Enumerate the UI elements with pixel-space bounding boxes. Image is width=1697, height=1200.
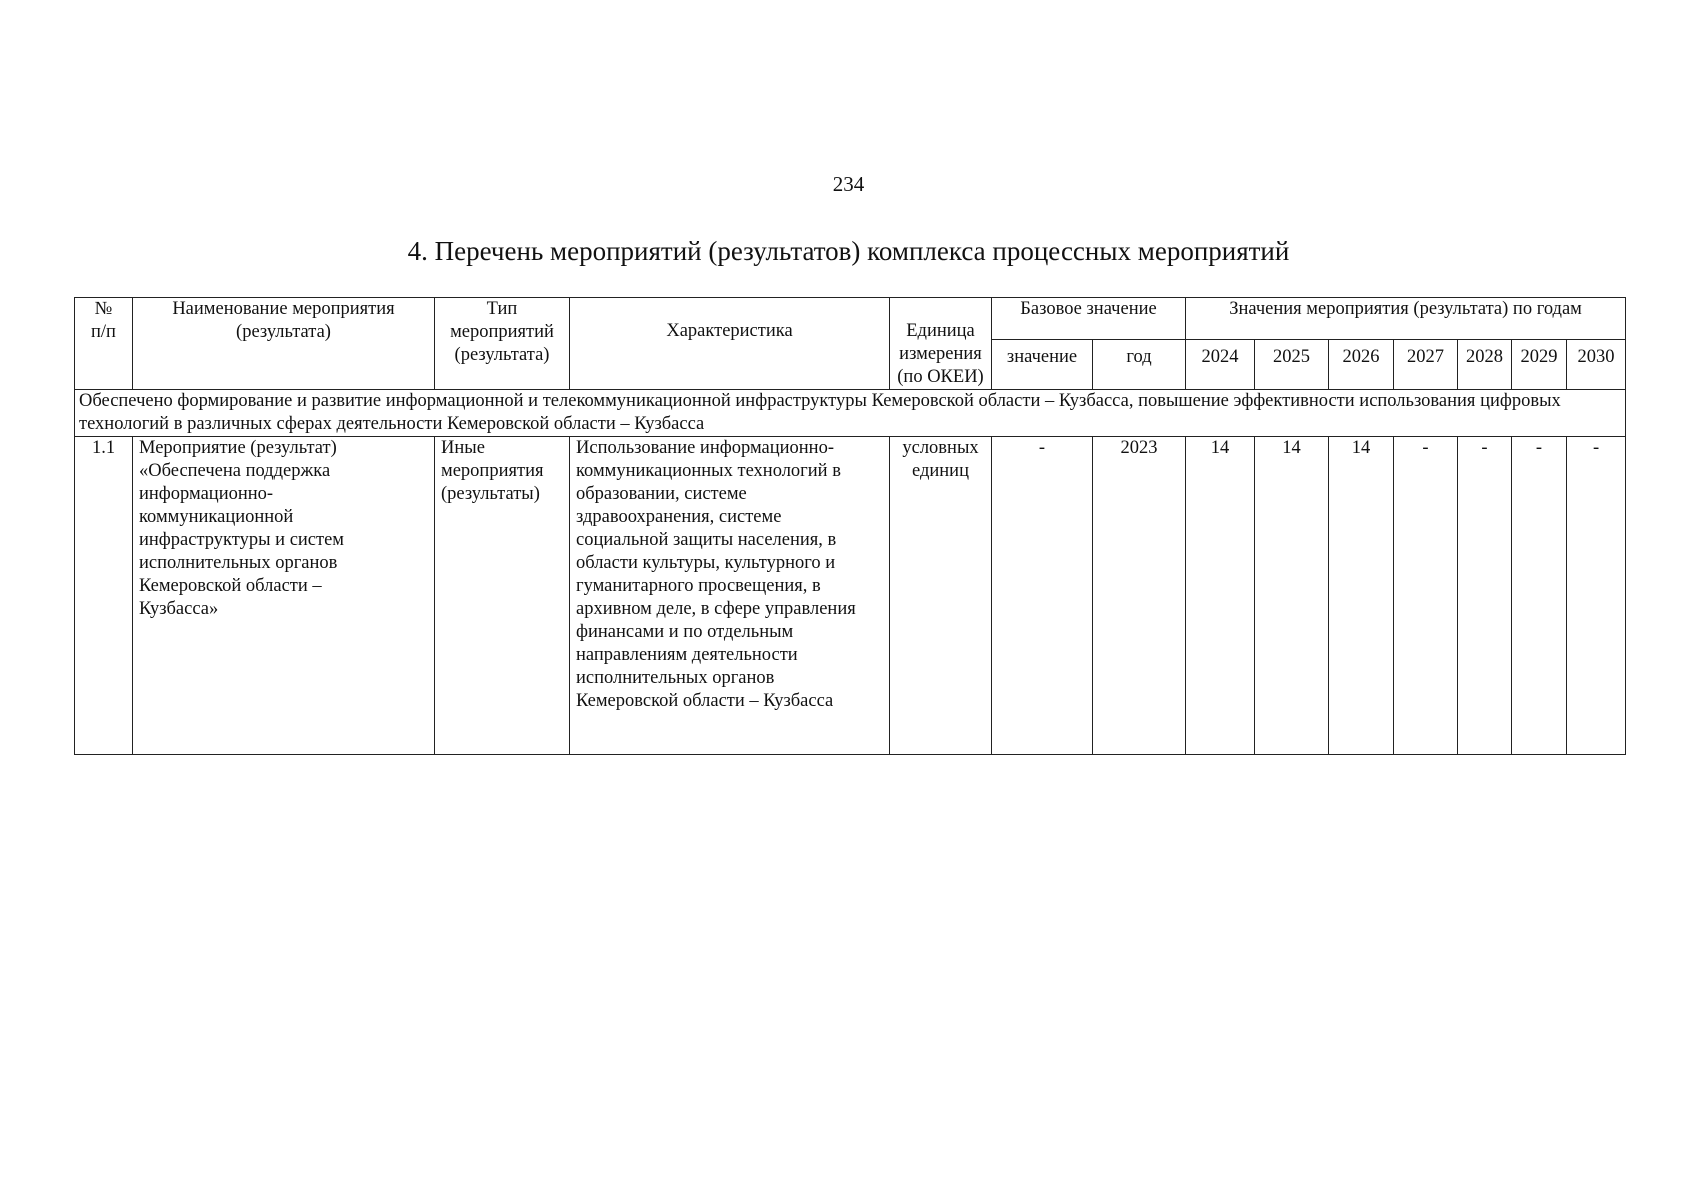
- header-characteristic: Характеристика: [570, 298, 890, 390]
- row-unit: условных единиц: [890, 437, 992, 755]
- header-year: 2028: [1458, 340, 1512, 390]
- header-year: 2027: [1394, 340, 1458, 390]
- row-value: 14: [1186, 437, 1255, 755]
- row-base-year: 2023: [1093, 437, 1186, 755]
- table-row: [75, 437, 1626, 755]
- header-base-value: значение: [992, 340, 1093, 390]
- row-value: -: [1512, 437, 1567, 755]
- row-value: 14: [1255, 437, 1329, 755]
- row-value: -: [1458, 437, 1512, 755]
- section-row: [75, 390, 1626, 437]
- row-value: -: [1567, 437, 1626, 755]
- header-base-year: год: [1093, 340, 1186, 390]
- section-title: Обеспечено формирование и развитие информационной и телекоммуникационной инфраструктуры Кемеровской области – Кузбасса, повышение эффективности использования цифровых технологий в различных сферах деятельности Кемеровской области – Кузбасса: [75, 390, 1626, 437]
- header-type: Тип мероприятий (результата): [435, 298, 570, 390]
- row-value: 14: [1329, 437, 1394, 755]
- header-base-group: Базовое значение: [992, 298, 1186, 340]
- row-base-value: -: [992, 437, 1093, 755]
- table-header-row: [75, 298, 1626, 340]
- header-year: 2026: [1329, 340, 1394, 390]
- page-number: 234: [832, 172, 865, 196]
- activities-table: [74, 297, 1626, 755]
- row-value: -: [1394, 437, 1458, 755]
- row-num: 1.1: [75, 437, 133, 755]
- row-characteristic: Использование информационно- коммуникационных технологий в образовании, системе здравоохранения, системе социальной защиты населения, в области культуры, культурного и гуманитарного просвещения, в архивном деле, в сфере управления финансами и по отдельным направлениям деятельности исполнительных органов Кемеровской области – Кузбасса: [570, 437, 890, 755]
- row-type: Иные мероприятия (результаты): [435, 437, 570, 755]
- header-name: Наименование мероприятия (результата): [133, 298, 435, 390]
- header-unit: Единица измерения (по ОКЕИ): [890, 298, 992, 390]
- header-year: 2029: [1512, 340, 1567, 390]
- header-year: 2030: [1567, 340, 1626, 390]
- header-year: 2024: [1186, 340, 1255, 390]
- header-year: 2025: [1255, 340, 1329, 390]
- header-num: № п/п: [75, 298, 133, 390]
- page-title: 4. Перечень мероприятий (результатов) комплекса процессных мероприятий: [407, 236, 1290, 266]
- header-years-group: Значения мероприятия (результата) по годам: [1186, 298, 1626, 340]
- row-name: Мероприятие (результат) «Обеспечена поддержка информационно- коммуникационной инфраструктуры и систем исполнительных органов Кемеровской области – Кузбасса»: [133, 437, 435, 755]
